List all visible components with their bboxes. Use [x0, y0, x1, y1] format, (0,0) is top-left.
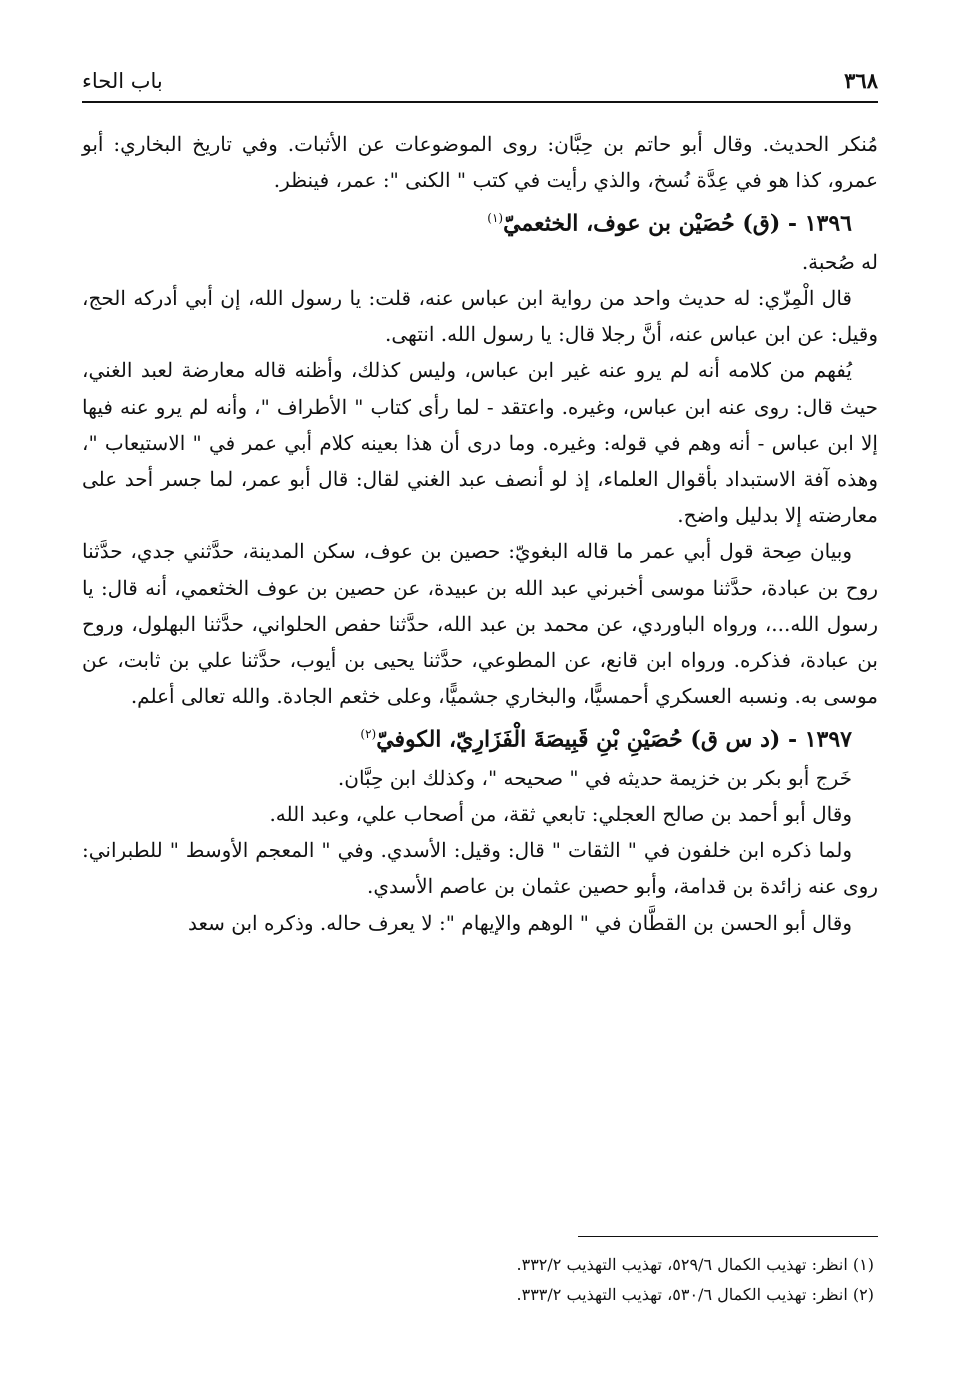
footnote-divider [578, 1236, 878, 1237]
entry-heading-text: ١٣٩٦ - (ق) حُصَيْن بن عوف، الخثعميّ [503, 210, 852, 237]
footnotes [82, 1250, 878, 1310]
entry-heading-1397 [82, 714, 878, 759]
chapter-title: باب الحاء [82, 69, 163, 93]
header-divider [82, 101, 878, 103]
entry-heading-1396 [82, 198, 878, 243]
paragraph: وقال أبو أحمد بن صالح العجلي: تابعي ثقة، من أصحاب علي، وعبد الله. [269, 801, 852, 826]
paragraph: وقال أبو الحسن بن القطَّان في " الوهم والإيهام ": لا يعرف حاله. وذكره ابن سعد [188, 910, 852, 935]
paragraph: له صُحبة. [801, 249, 878, 274]
footnote-ref: (٢) [360, 727, 377, 742]
paragraph-continuation: مُنكر الحديث. وقال أبو حاتم بن حِبَّان: روى الموضوعات عن الأثبات. وفي تاريخ البخاري: أبو عمرو، كذا هو في عِدَّة نُسخ، والذي رأيت في كتب " الكنى ": عمر، فينظر. [82, 132, 878, 193]
paragraph: يُفهم من كلامه أنه لم يرو عنه غير ابن عباس، وليس كذلك، وأظنه قاله معارضة لعبد الغني، حيث قال: روى عنه ابن عباس، وغيره. واعتقد - لما رأى كتاب " الأطراف "، وأنه لم يرو عنه فيها إلا ابن عباس - أنه وهم في قوله: وغيره. وما درى أن هذا بعينه كلام أبي عمر في " الاستيعاب "، وهذه آفة الاستبداد بأقوال العلماء، إذ لو أنصف عبد الغني لقال: قال أبو عمر، لما جسر أحد على معارضته إلا بدليل واضح. [82, 358, 878, 528]
paragraph: ولما ذكره ابن خلفون في " الثقات " قال: وقيل: الأسدي. وفي " المعجم الأوسط " للطبراني: روى عنه زائدة بن قدامة، وأبو حصين عثمان بن عاصم الأسدي. [82, 838, 878, 899]
paragraph: خَرج أبو بكر بن خزيمة حديثه في " صحيحه "، وكذلك ابن حِبَّان. [337, 765, 852, 790]
paragraph: قال الْمِزّي: له حديث واحد من رواية ابن عباس عنه، قلت: يا رسول الله، إن أبي أدركه الحج، وقيل: عن ابن عباس عنه، أنَّ رجلا قال: يا رسول الله. انتهى. [82, 285, 878, 347]
paragraph: وبيان صِحة قول أبي عمر ما قاله البغويّ: حصين بن عوف، سكن المدينة، حدَّثني جدي، حدَّثنا روح بن عبادة، حدَّثنا موسى أخبرني عبد الله بن عبيدة، عن حصين بن عوف الخثعمي، أنه قال: يا رسول الله...، ورواه الباوردي، عن محمد بن عبد الله، حدَّثنا حفص الحلواني، حدَّثنا البهلول، وروح بن عبادة، فذكره. ورواه ابن قانع، عن المطوعي، حدَّثنا يحيى بن أيوب، حدَّثنا علي بن ثابت، عن موسى به. ونسبه العسكري أحمسيًّا، والبخاري جشميًّا، وعلى خثعم الجادة. والله تعالى أعلم. [82, 539, 878, 709]
main-text [82, 126, 878, 941]
entry-heading-text: ١٣٩٧ - (د س ق) حُصَيْنِ بْنِ قَبِيصَةَ الْفَزَارِيّ، الكوفيّ [376, 726, 852, 753]
footnote-ref: (١) [487, 211, 504, 226]
page-header [82, 64, 878, 98]
page-number: ٣٦٨ [844, 68, 878, 93]
book-page [82, 0, 878, 1377]
footnote: (٢) انظر: تهذيب الكمال ٥٣٠/٦، تهذيب التهذيب ٣٣٣/٢. [516, 1285, 874, 1304]
footnote: (١) انظر: تهذيب الكمال ٥٢٩/٦، تهذيب التهذيب ٣٣٢/٢. [516, 1255, 874, 1274]
